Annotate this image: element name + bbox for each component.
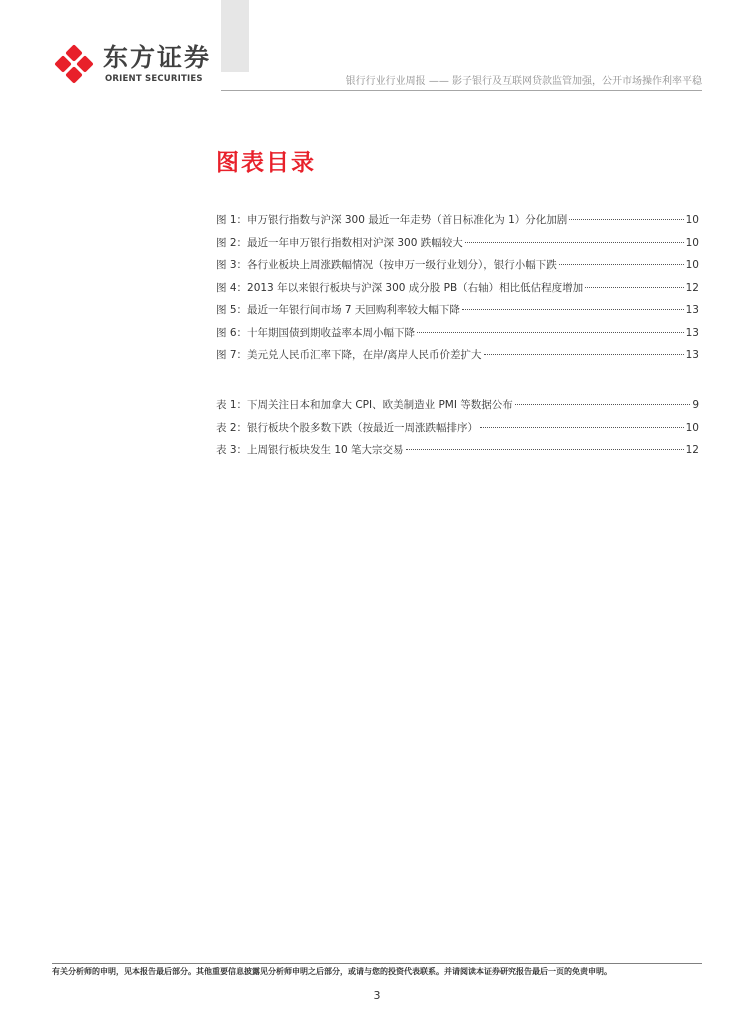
brand-name-cn: 东方证券	[103, 43, 212, 72]
toc-dot-leader	[559, 264, 684, 265]
toc-entry-label: 图 4：2013 年以来银行板块与沪深 300 成分股 PB（右轴）相比低估程度增加	[216, 281, 584, 294]
toc-entry-label: 表 2：银行板块个股多数下跌（按最近一周涨跌幅排序）	[216, 421, 479, 434]
footer-divider	[52, 963, 702, 964]
toc-dot-leader	[462, 309, 684, 310]
toc-dot-leader	[465, 242, 684, 243]
toc-page-number: 12	[685, 444, 699, 456]
toc-dot-leader	[480, 427, 684, 428]
toc-dot-leader	[484, 354, 684, 355]
toc-dot-leader	[585, 287, 683, 288]
toc-page-number: 13	[685, 349, 699, 361]
toc-figure-entry[interactable]	[216, 301, 699, 324]
toc-figure-entry[interactable]	[216, 211, 699, 234]
toc-figure-entry[interactable]	[216, 256, 699, 279]
toc-figure-entry[interactable]	[216, 279, 699, 302]
toc-figure-entry[interactable]	[216, 346, 699, 369]
footer-disclaimer: 有关分析师的申明，见本报告最后部分。其他重要信息披露见分析师申明之后部分，或请与您的投资代表联系。并请阅读本证券研究报告最后一页的免责申明。	[52, 967, 612, 976]
toc-dot-leader	[417, 332, 684, 333]
report-header-title: 银行行业行业周报 —— 影子银行及互联网贷款监管加强，公开市场操作利率平稳	[345, 76, 702, 87]
toc-page-number: 12	[685, 281, 699, 294]
toc-entry-label: 图 2：最近一年申万银行指数相对沪深 300 跌幅较大	[216, 236, 463, 249]
toc-entry-label: 图 5：最近一年银行间市场 7 天回购利率较大幅下降	[216, 304, 460, 316]
toc-entry-label: 图 1：申万银行指数与沪深 300 最近一年走势（首日标准化为 1）分化加剧	[216, 214, 568, 226]
toc-page-number: 10	[685, 236, 699, 249]
toc-table-entry[interactable]	[216, 396, 699, 419]
toc-heading: 图表目录	[216, 150, 316, 176]
toc-table-entry[interactable]	[216, 441, 699, 464]
toc-entry-label: 图 6：十年期国债到期收益率本周小幅下降	[216, 326, 416, 339]
orient-securities-logo-icon	[52, 42, 96, 86]
figure-list	[216, 211, 699, 369]
toc-entry-label: 图 3：各行业板块上周涨跌幅情况（按申万一级行业划分），银行小幅下跌	[216, 259, 557, 271]
toc-page-number: 13	[685, 304, 699, 316]
header-divider	[221, 90, 702, 91]
toc-page-number: 10	[685, 259, 699, 271]
header-decoration-strip	[221, 0, 249, 72]
toc-entry-label: 表 1：下周关注日本和加拿大 CPI、欧美制造业 PMI 等数据公布	[216, 399, 513, 411]
company-logo	[52, 40, 222, 90]
toc-page-number: 10	[685, 214, 699, 226]
toc-dot-leader	[569, 219, 683, 220]
toc-page-number: 13	[685, 326, 699, 339]
toc-entry-label: 图 7：美元兑人民币汇率下降，在岸/离岸人民币价差扩大	[216, 349, 482, 361]
toc-dot-leader	[406, 449, 684, 450]
table-list	[216, 396, 699, 464]
toc-figure-entry[interactable]	[216, 324, 699, 347]
toc-figure-entry[interactable]	[216, 234, 699, 257]
brand-name-en: ORIENT SECURITIES	[105, 74, 203, 84]
toc-dot-leader	[515, 404, 691, 405]
toc-entry-label: 表 3：上周银行板块发生 10 笔大宗交易	[216, 444, 404, 456]
toc-page-number: 10	[685, 421, 699, 434]
page-number: 3	[373, 989, 381, 1002]
toc-page-number: 9	[692, 399, 699, 411]
toc-table-entry[interactable]	[216, 419, 699, 442]
